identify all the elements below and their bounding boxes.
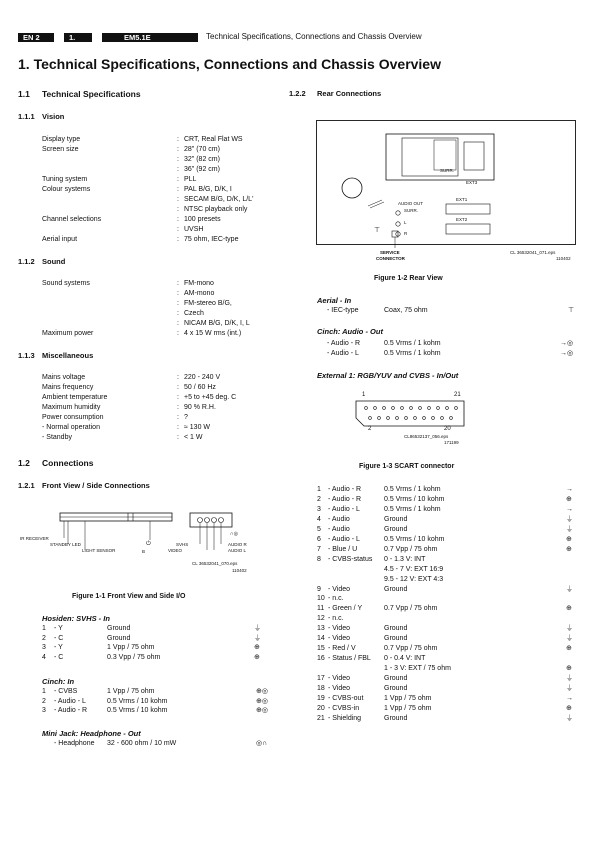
vision-colon: : [177, 236, 179, 243]
vision-colon: : [177, 186, 179, 193]
scart-value: 0.5 Vrms / 1 kohm [384, 486, 441, 493]
page-title: 1. Technical Specifications, Connections and Chassis Overview [18, 56, 441, 72]
misc-colon: : [177, 414, 179, 421]
scart-symbol-icon: ⏚ [566, 585, 573, 593]
vision-label: Display type [42, 136, 81, 143]
scart-symbol-icon: ⏚ [566, 525, 573, 533]
misc-colon: : [177, 404, 179, 411]
scart-symbol-icon: → [566, 486, 573, 493]
scart-pin-dot [369, 417, 372, 420]
scart-pin2-label: 2 [368, 426, 372, 432]
hosiden-pin: 4 [42, 653, 46, 661]
scart-value: 0.5 Vrms / 10 kohm [384, 495, 445, 503]
vision-label: Aerial input [42, 236, 78, 243]
scart-symbol-icon: ⏚ [566, 714, 573, 722]
label-connector: CONNECTOR [376, 256, 405, 261]
figure-1-1-cl: CL 36532041_070.eps [192, 561, 238, 566]
section-1-1-3-title: Miscellaneous [42, 351, 94, 360]
sound-label: Maximum power [42, 330, 94, 337]
scart-symbol-icon: ⊕ [566, 665, 572, 673]
cinch_out-name: - Audio - L [327, 349, 359, 357]
cinch_in-symbol-icon: ⊕◎ [256, 688, 268, 695]
scart-name: - Audio - L [328, 505, 360, 513]
label-standby-led: STANDBY LED [50, 542, 81, 547]
scart-name: - CVBS-status [328, 555, 373, 563]
hosiden-pin: 2 [42, 634, 46, 642]
scart-name: - Video [328, 675, 351, 683]
side-io-panel [190, 513, 232, 527]
cinch_in-name: - Audio - R [54, 707, 88, 714]
power-icon: ⏻ [146, 541, 151, 547]
cinch_in-name: - Audio - L [54, 697, 86, 705]
minijack-name: - Headphone [54, 740, 95, 747]
scart-name: - Video [328, 585, 351, 593]
vision-value: 36" (92 cm) [184, 166, 220, 173]
section-1-2-num: 1.2 [18, 458, 30, 468]
sound-colon: : [177, 300, 179, 307]
sound-colon: : [177, 330, 179, 337]
label-ext2: EXT2 [456, 217, 468, 222]
hosiden-pin: 1 [42, 625, 46, 632]
cinch_out-name: - Audio - R [327, 340, 361, 347]
cinch_in-symbol-icon: ⊕◎ [256, 707, 268, 714]
scart-value: 0.7 Vpp / 75 ohm [384, 605, 438, 613]
scart-symbol-icon: → [566, 505, 573, 513]
hosiden-value: Ground [107, 625, 131, 632]
scart-pin: 8 [317, 555, 321, 563]
hosiden-title: Hosiden: SVHS - In [42, 614, 110, 623]
scart-pin: 16 [317, 655, 325, 663]
label-l: L [404, 220, 407, 225]
scart-symbol-icon: ⏚ [566, 635, 573, 643]
scart-pin: 7 [317, 545, 321, 553]
misc-label: Mains frequency [42, 384, 94, 391]
cinch_out-symbol-icon: →◎ [560, 349, 574, 357]
hosiden-symbol-icon: ⊕ [254, 653, 260, 661]
scart-name: - Blue / U [328, 545, 358, 553]
sound-value: FM-mono [184, 280, 214, 287]
scart-drawing [354, 398, 474, 438]
cinch_out-value: 0.5 Vrms / 1 kohm [384, 349, 441, 357]
scart-value: 1 Vpp / 75 ohm [384, 694, 432, 702]
scart-name: - CVBS-out [328, 694, 364, 702]
hosiden-name: - C [54, 653, 64, 661]
scart-figure [354, 392, 474, 458]
scart-pin: 13 [317, 625, 325, 633]
scart-pin1-label: 1 [362, 392, 366, 398]
figure-1-2-date: 110402 [556, 256, 571, 261]
scart-symbol-icon: ⏚ [566, 625, 573, 633]
vision-value: PLL [184, 176, 197, 183]
misc-value: 220 - 240 V [184, 374, 221, 381]
vision-label: Colour systems [42, 186, 91, 193]
scart-pin: 20 [317, 704, 325, 712]
vision-value: 100 presets [184, 216, 221, 223]
hosiden-value: 1 Vpp / 75 ohm [107, 644, 155, 651]
label-ext3: EXT3 [466, 180, 478, 185]
rear-view-figure [316, 120, 576, 270]
ext3-connector [464, 142, 484, 170]
scart-value: 0.5 Vrms / 1 kohm [384, 505, 441, 513]
hosiden-symbol-icon: ⏚ [254, 625, 261, 632]
scart-pin-dot [378, 417, 381, 420]
scart-pin-dot [441, 417, 444, 420]
section-1-2-2-num: 1.2.2 [289, 89, 306, 98]
hosiden-name: - Y [54, 644, 63, 651]
scart-pin: 11 [317, 605, 325, 613]
vision-colon: : [177, 206, 179, 213]
vision-value: SECAM B/G, D/K, L/L' [184, 196, 254, 203]
scart-name: - Red / V [328, 645, 356, 653]
hosiden-symbol-icon: ⊕ [254, 644, 260, 651]
scart-pin: 2 [317, 495, 321, 503]
cinch-out-title: Cinch: Audio - Out [317, 327, 383, 336]
scart-value: Ground [384, 714, 408, 722]
label-ext1: EXT1 [456, 197, 468, 202]
header-title: Technical Specifications, Connections and Chassis Overview [206, 32, 422, 41]
scart-name: - CVBS-in [328, 704, 360, 712]
misc-value: ? [184, 414, 188, 421]
vision-colon: : [177, 216, 179, 223]
scart-pin: 19 [317, 694, 325, 702]
vision-value: 28" (70 cm) [184, 146, 220, 153]
scart-name: - n.c. [328, 615, 344, 623]
ext1-title: External 1: RGB/YUV and CVBS - In/Out [317, 371, 459, 380]
scart-pin-dot [396, 417, 399, 420]
scart-name: - Status / FBL [328, 655, 371, 663]
section-1-1-num: 1.1 [18, 89, 30, 99]
scart-symbol-icon: ⏚ [566, 675, 573, 683]
label-video: VIDEO [168, 548, 183, 553]
scart-pin: 21 [317, 714, 325, 722]
vision-colon: : [177, 166, 179, 173]
misc-value: +5 to +45 deg. C [184, 394, 237, 401]
scart-symbol-icon: ⊕ [566, 645, 572, 653]
vision-colon: : [177, 226, 179, 233]
misc-colon: : [177, 394, 179, 401]
cinch_out-symbol-icon: →◎ [560, 340, 574, 347]
scart-value: 0.7 Vpp / 75 ohm [384, 645, 438, 653]
label-service: SERVICE [380, 250, 400, 255]
scart-pin: 17 [317, 675, 325, 683]
scart-pin: 4 [317, 515, 321, 523]
cinch_in-value: 0.5 Vrms / 10 kohm [107, 697, 168, 705]
label-b: B [142, 549, 146, 554]
scart-pin: 1 [317, 486, 321, 493]
scart-pin: 14 [317, 635, 325, 643]
vision-label: Channel selections [42, 216, 102, 223]
scart-outline [356, 401, 464, 426]
cinch_in-value: 1 Vpp / 75 ohm [107, 688, 155, 695]
scart-pin-dot [432, 417, 435, 420]
sound-value: FM-stereo B/G, [184, 300, 232, 307]
hosiden-value: 0.3 Vpp / 75 ohm [107, 653, 161, 661]
scart-value: Ground [384, 675, 408, 683]
vision-colon: : [177, 146, 179, 153]
ext2-connector [446, 224, 490, 234]
label-audio-r: AUDIO R [228, 542, 247, 547]
figure-1-2-caption: Figure 1-2 Rear View [374, 275, 443, 282]
vision-colon: : [177, 136, 179, 143]
section-1-1-2-title: Sound [42, 257, 66, 266]
headphone-icon: ∩◎ [230, 531, 238, 537]
misc-value: < 1 W [184, 434, 203, 441]
sound-colon: : [177, 290, 179, 297]
sound-colon: : [177, 310, 179, 317]
scart-pin-dot [405, 417, 408, 420]
misc-value: 90 % R.H. [184, 404, 216, 411]
scart-pin-dot [437, 407, 440, 410]
misc-label: - Normal operation [42, 424, 100, 431]
section-1-2-2-title: Rear Connections [317, 89, 382, 98]
scart-name: - Audio - R [328, 495, 362, 503]
minijack-title: Mini Jack: Headphone - Out [42, 729, 141, 738]
scart-pin: 15 [317, 645, 325, 653]
scart-value: Ground [384, 625, 408, 633]
vision-colon: : [177, 156, 179, 163]
figure-1-2-cl: CL 36532041_071.eps [510, 250, 556, 255]
cinch_in-pin: 1 [42, 688, 46, 695]
scart-symbol-icon: ⏚ [566, 685, 573, 692]
section-1-2-1-title: Front View / Side Connections [42, 481, 150, 490]
hosiden-name: - C [54, 634, 64, 642]
scart-pin-dot [423, 417, 426, 420]
scart-pin: 5 [317, 525, 321, 533]
scart-name: - Audio - L [328, 535, 360, 543]
figure-1-3-date: 171199 [444, 440, 459, 445]
scart-value: 1 Vpp / 75 ohm [384, 704, 432, 712]
scart-value: 9.5 - 12 V: EXT 4:3 [384, 575, 444, 583]
scart-name: - Video [328, 635, 351, 643]
figure-1-3-caption: Figure 1-3 SCART connector [359, 463, 455, 470]
scart-pin: 18 [317, 685, 325, 692]
aerial-value: Coax, 75 ohm [384, 307, 428, 314]
vision-value: CRT, Real Flat WS [184, 136, 243, 143]
aerial-socket [342, 178, 362, 198]
label-surr: SURR. [404, 208, 419, 213]
scart-pin-dot [392, 407, 395, 410]
vision-value: 32" (82 cm) [184, 156, 220, 163]
scart-symbol-icon: ⊕ [566, 535, 572, 543]
misc-label: Mains voltage [42, 374, 86, 381]
scart-symbol-icon: → [566, 694, 573, 702]
vision-value: PAL B/G, D/K, I [184, 186, 232, 193]
misc-label: - Standby [42, 434, 72, 441]
label-svhs: SVHS [176, 542, 189, 547]
scart-pin-dot [383, 407, 386, 410]
vision-value: UVSH [184, 226, 204, 233]
misc-label: Maximum humidity [42, 404, 101, 411]
cinch_in-value: 0.5 Vrms / 10 kohm [107, 707, 168, 714]
scart-name: - Green / Y [328, 605, 363, 613]
misc-colon: : [177, 434, 179, 441]
sound-colon: : [177, 280, 179, 287]
misc-colon: : [177, 374, 179, 381]
misc-value: ≈ 130 W [184, 424, 211, 431]
scart-name: - Video [328, 685, 351, 692]
scart-pin-dot [419, 407, 422, 410]
scart-pin: 10 [317, 595, 325, 603]
scart-symbol-icon: ⊕ [566, 704, 572, 712]
section-1-1-2-num: 1.1.2 [18, 257, 35, 266]
rear-view-drawing [316, 120, 576, 270]
vision-label: Tuning system [42, 176, 88, 183]
scart-pin-dot [428, 407, 431, 410]
header-box-en2: EN 2 [18, 33, 54, 42]
aerial-symbol-icon: ⊤ [568, 307, 575, 314]
section-1-1-1-title: Vision [42, 112, 65, 121]
sound-value: Czech [184, 310, 204, 317]
vision-colon: : [177, 176, 179, 183]
vision-colon: : [177, 196, 179, 203]
vision-label: Screen size [42, 146, 79, 153]
header-box-chassis: EM5.1E [102, 33, 198, 42]
scart-symbol-icon: ⊕ [566, 495, 572, 503]
scart-name: - n.c. [328, 595, 344, 603]
vision-value: 75 ohm, IEC-type [184, 236, 239, 243]
scart-pin-dot [450, 417, 453, 420]
scart-pin: 3 [317, 505, 321, 513]
scart-pin-dot [387, 417, 390, 420]
ext1-connector [446, 204, 490, 214]
scart-pin21-label: 21 [454, 392, 461, 398]
minijack-value: 32 - 600 ohm / 10 mW [107, 740, 177, 747]
misc-colon: : [177, 424, 179, 431]
label-r: R [404, 231, 408, 236]
scart-value: 0.7 Vpp / 75 ohm [384, 545, 438, 553]
label-surr-top: SURR. [440, 168, 455, 173]
scart-pin: 9 [317, 585, 321, 593]
misc-label: Power consumption [42, 414, 104, 421]
front-view-figure [20, 505, 280, 585]
scart-pin: 12 [317, 615, 325, 623]
scart-pin-dot [414, 417, 417, 420]
scart-value: Ground [384, 515, 408, 523]
scart-value: Ground [384, 585, 408, 593]
cinch_out-value: 0.5 Vrms / 1 kohm [384, 340, 441, 347]
hosiden-name: - Y [54, 625, 63, 632]
misc-value: 50 / 60 Hz [184, 384, 216, 391]
scart-pin-dot [401, 407, 404, 410]
section-1-2-1-num: 1.2.1 [18, 481, 35, 490]
svg-text:⊤: ⊤ [374, 227, 381, 234]
cinch-in-title: Cinch: In [42, 677, 75, 686]
scart-symbol-icon: ⊕ [566, 605, 572, 613]
section-1-1-title: Technical Specifications [42, 89, 141, 99]
scart-value: Ground [384, 635, 408, 643]
scart-name: - Audio [328, 525, 350, 533]
header-box-chapter: 1. [64, 33, 92, 42]
scart-name: - Video [328, 625, 351, 633]
scart-value: Ground [384, 525, 408, 533]
hosiden-value: Ground [107, 634, 131, 642]
label-audio-l: AUDIO L [228, 548, 247, 553]
label-audio-out: AUDIO OUT [398, 201, 424, 206]
sound-value: AM-mono [184, 290, 215, 297]
section-1-1-3-num: 1.1.3 [18, 351, 35, 360]
scart-value: 4.5 - 7 V: EXT 16:9 [384, 565, 444, 573]
section-1-1-1-num: 1.1.1 [18, 112, 35, 121]
scart-value: Ground [384, 685, 408, 692]
cinch_in-pin: 2 [42, 697, 46, 705]
cinch_in-symbol-icon: ⊕◎ [256, 697, 268, 705]
aerial-name: - IEC-type [327, 307, 359, 314]
scart-pin20-label: 20 [444, 426, 451, 432]
figure-1-3-cl: CL86532137_056.eps [404, 434, 449, 439]
scart-symbol-icon: ⏚ [566, 515, 573, 523]
label-ir-receiver: IR RECEIVER [20, 536, 49, 541]
scart-value: 0.5 Vrms / 10 kohm [384, 535, 445, 543]
misc-label: Ambient temperature [42, 394, 108, 401]
scart-pin-dot [365, 407, 368, 410]
sound-colon: : [177, 320, 179, 327]
cinch_in-pin: 3 [42, 707, 46, 714]
sound-label: Sound systems [42, 280, 90, 287]
scart-pin-dot [410, 407, 413, 410]
aerial-title: Aerial - In [317, 296, 352, 305]
scart-value: 1 - 3 V: EXT / 75 ohm [384, 665, 451, 673]
scart-name: - Audio - R [328, 486, 362, 493]
scart-pin-dot [374, 407, 377, 410]
figure-1-1-date: 110402 [232, 568, 247, 573]
misc-colon: : [177, 384, 179, 391]
sound-value: NICAM B/G, D/K, I, L [184, 320, 250, 327]
scart-value: 0 - 0.4 V: INT [384, 655, 426, 663]
scart-pin-dot [455, 407, 458, 410]
section-1-2-title: Connections [42, 458, 94, 468]
figure-1-1-caption: Figure 1-1 Front View and Side I/O [72, 593, 186, 600]
label-light-sensor: LIGHT SENSOR [82, 548, 116, 553]
hosiden-pin: 3 [42, 644, 46, 651]
hosiden-symbol-icon: ⏚ [254, 634, 261, 642]
cinch_in-name: - CVBS [54, 688, 78, 695]
scart-pin: 6 [317, 535, 321, 543]
scart-name: - Audio [328, 515, 350, 523]
scart-symbol-icon: ⊕ [566, 545, 572, 553]
minijack-symbol-icon: ◎∩ [256, 740, 268, 747]
scart-pin-dot [446, 407, 449, 410]
vision-value: NTSC playback only [184, 206, 248, 213]
scart-value: 0 - 1.3 V: INT [384, 555, 426, 563]
scart-name: - Shielding [328, 714, 362, 722]
sound-value: 4 x 15 W rms (int.) [184, 330, 242, 337]
